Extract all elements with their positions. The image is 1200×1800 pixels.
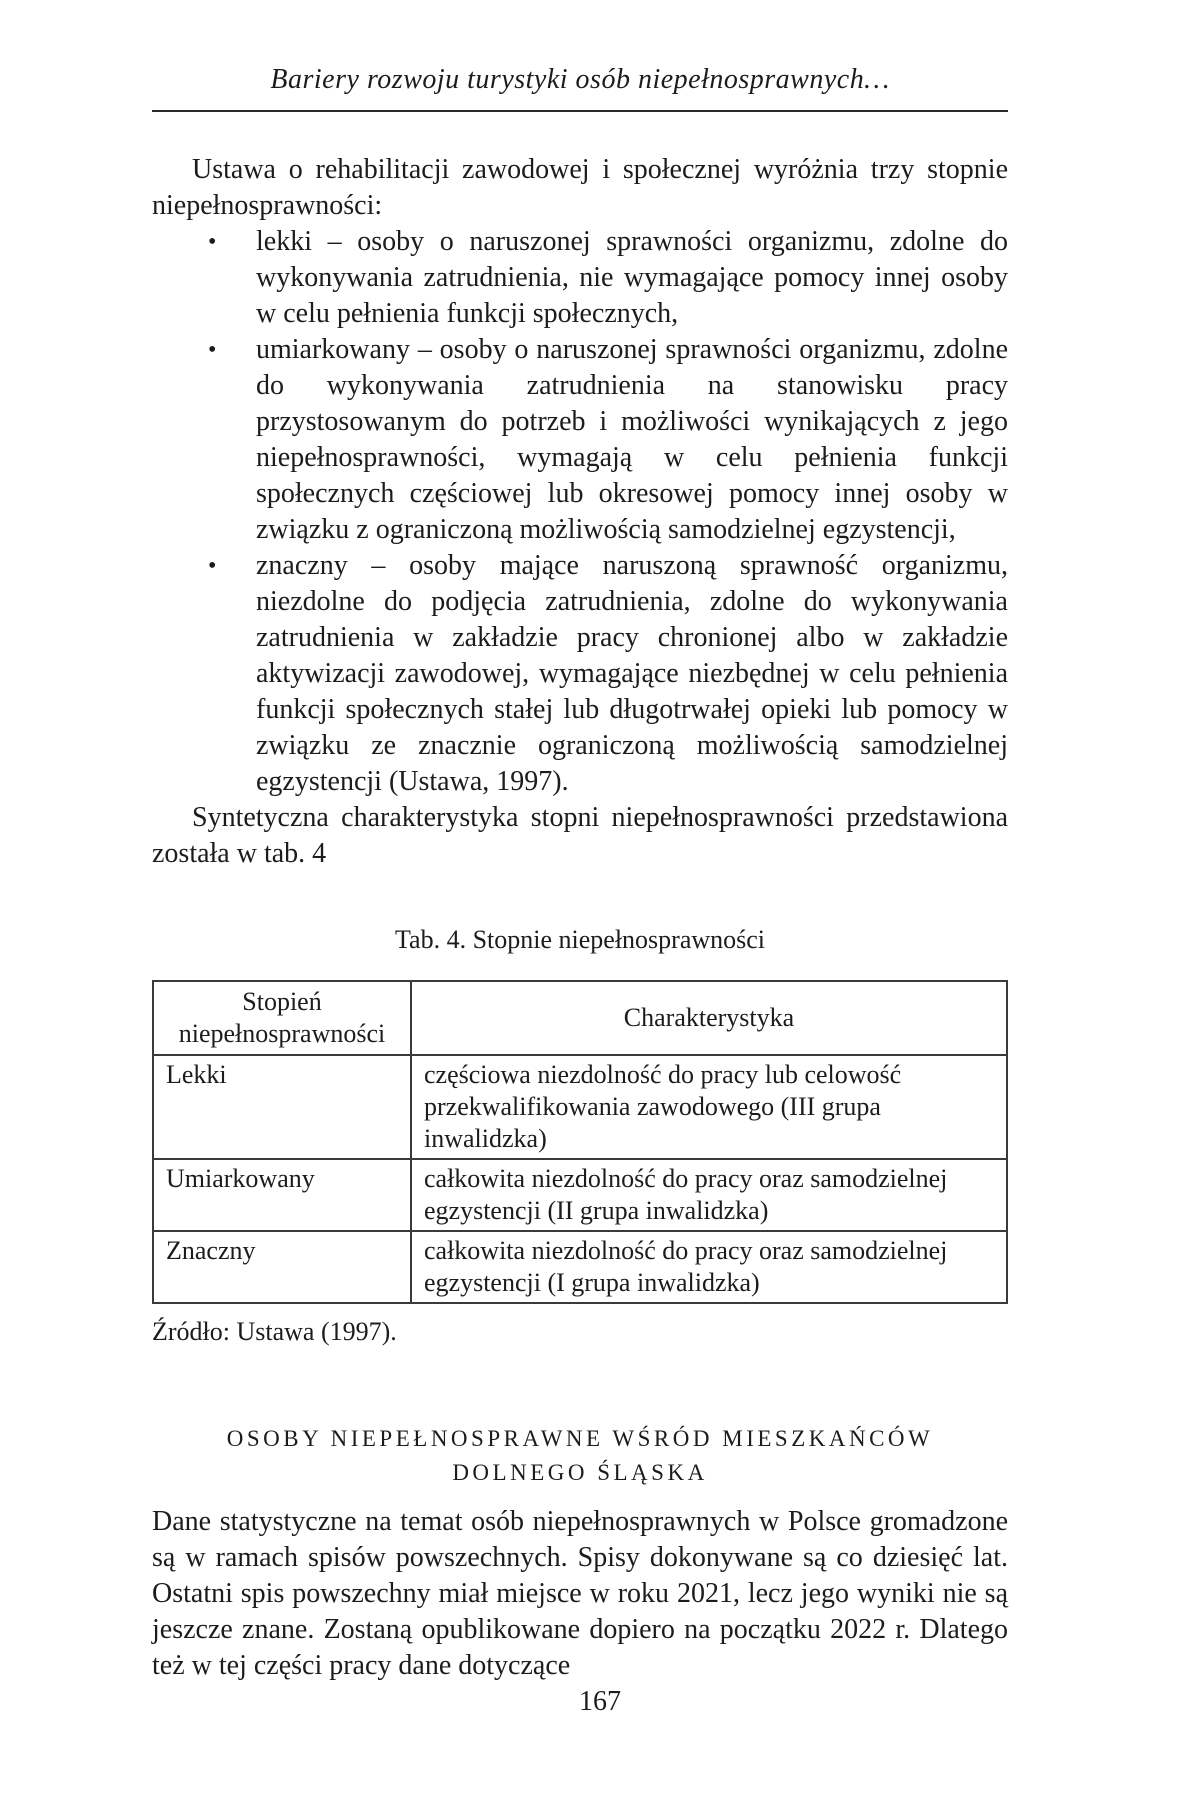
degree-bullet-list: [152, 224, 1008, 800]
description-cell: całkowita niezdolność do pracy oraz samodzielnej egzystencji (II grupa inwalidzka): [411, 1159, 1007, 1231]
intro-paragraph: Ustawa o rehabilitacji zawodowej i społecznej wyróżnia trzy stopnie niepełnosprawności:: [152, 154, 1008, 221]
after-list-paragraph: Syntetyczna charakterystyka stopni niepełnosprawności przedstawiona została w tab. 4: [152, 802, 1008, 869]
table-caption: Tab. 4. Stopnie niepełnosprawności: [394, 925, 766, 954]
table-header-row: [153, 981, 1007, 1055]
bullet-item-lekki: [152, 224, 1008, 332]
bullet-text: umiarkowany – osoby o naruszonej sprawności organizmu, zdolne do wykonywania zatrudnienia na stanowisku pracy przystosowanym do potrzeb i możliwości wynikających z jego niepełnosprawności, wymagają w celu pełnienia funkcji społecznych częściowej lub okresowej pomocy innej osoby w związku z ograniczoną możliwością samodzielnej egzystencji,: [256, 334, 1008, 545]
header-rule: [152, 110, 1008, 112]
section-heading: [152, 1422, 1008, 1490]
bullet-marker: •: [208, 337, 217, 363]
bullet-item-znaczny: [152, 548, 1008, 800]
description-cell: częściowa niezdolność do pracy lub celowość przekwalifikowania zawodowego (III grupa inwalidzka): [411, 1055, 1007, 1159]
section-heading-line2: DOLNEGO ŚLĄSKA: [452, 1460, 708, 1485]
degree-cell: Lekki: [153, 1055, 411, 1159]
column-header-characteristics: Charakterystyka: [411, 981, 1007, 1055]
section-heading-line1: OSOBY NIEPEŁNOSPRAWNE WŚRÓD MIESZKAŃCÓW: [226, 1426, 934, 1451]
table-row: [153, 1159, 1007, 1231]
bullet-text: znaczny – osoby mające naruszoną sprawność organizmu, niezdolne do podjęcia zatrudnienia, zdolne do wykonywania zatrudnienia w zakładzie pracy chronionej albo w zakładzie aktywizacji zawodowej, wymagające niezbędnej w celu pełnienia funkcji społecznych stałej lub długotrwałej opieki lub pomocy w związku ze znacznie ograniczoną możliwością samodzielnej egzystencji (Ustawa, 1997).: [256, 550, 1008, 797]
degree-cell: Znaczny: [153, 1231, 411, 1303]
running-header: Bariery rozwoju turystyki osób niepełnosprawnych…: [270, 64, 890, 95]
degrees-table: [152, 980, 1008, 1304]
table-source: Źródło: Ustawa (1997).: [152, 1317, 397, 1346]
column-header-degree: Stopień niepełnosprawności: [153, 981, 411, 1055]
degree-cell: Umiarkowany: [153, 1159, 411, 1231]
text-column: [152, 0, 1008, 1684]
table-row: [153, 1231, 1007, 1303]
table-row: [153, 1055, 1007, 1159]
bullet-text: lekki – osoby o naruszonej sprawności organizmu, zdolne do wykonywania zatrudnienia, nie wymagające pomocy innej osoby w celu pełnienia funkcji społecznych,: [256, 226, 1008, 329]
bullet-marker: •: [208, 553, 217, 579]
page-number: 167: [579, 1686, 621, 1717]
bullet-item-umiarkowany: [152, 332, 1008, 548]
section-paragraph: Dane statystyczne na temat osób niepełnosprawnych w Polsce gromadzone są w ramach spisów powszechnych. Spisy dokonywane są co dziesięć lat. Ostatni spis powszechny miał miejsce w roku 2021, lecz jego wyniki nie są jeszcze znane. Zostaną opublikowane dopiero na początku 2022 r. Dlatego też w tej części pracy dane dotyczące: [152, 1506, 1008, 1681]
bullet-marker: •: [208, 229, 217, 255]
description-cell: całkowita niezdolność do pracy oraz samodzielnej egzystencji (I grupa inwalidzka): [411, 1231, 1007, 1303]
